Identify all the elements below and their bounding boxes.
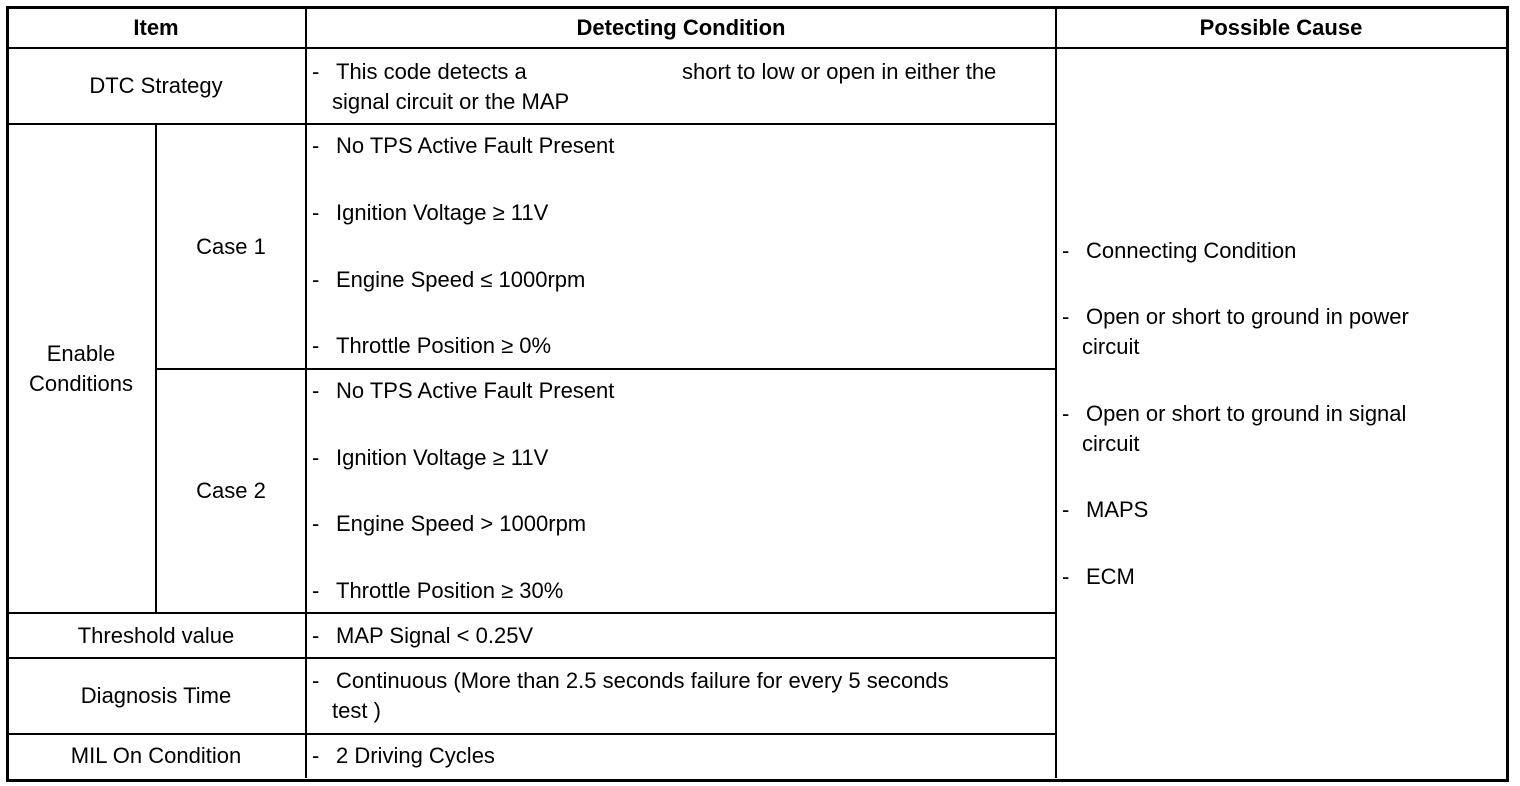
dtc-strategy-line1b: short to low or open in either the bbox=[682, 59, 997, 84]
case2-item bbox=[312, 576, 563, 606]
cause-item-text: Connecting Condition bbox=[1086, 238, 1297, 263]
cause-item-text: Open or short to ground in power bbox=[1086, 304, 1409, 329]
bullet-dash: - bbox=[312, 668, 320, 693]
case1-item bbox=[312, 131, 614, 161]
bullet-dash: - bbox=[312, 200, 320, 225]
bullet-dash: - bbox=[312, 267, 320, 292]
mil-condition-value bbox=[312, 741, 495, 771]
threshold-label: Threshold value bbox=[77, 622, 235, 648]
diagnosis-line2: test ) bbox=[332, 698, 381, 723]
case2-item-text: Throttle Position ≥ 30% bbox=[336, 578, 564, 603]
bullet-dash: - bbox=[312, 133, 320, 158]
cause-item-cont: circuit bbox=[1082, 431, 1140, 456]
bullet-dash: - bbox=[1062, 304, 1070, 329]
cause-item bbox=[1062, 302, 1409, 332]
bullet-dash: - bbox=[1062, 238, 1070, 263]
bullet-dash: - bbox=[312, 378, 320, 403]
enable-conditions-label bbox=[7, 125, 155, 612]
case2-label: Case 2 bbox=[196, 478, 266, 503]
bullet-dash: - bbox=[1062, 401, 1070, 426]
case1-item bbox=[312, 331, 551, 361]
cause-item bbox=[1062, 562, 1135, 592]
diagnosis-line1-text: Continuous (More than 2.5 seconds failure for every 5 seconds bbox=[336, 668, 949, 693]
case2-item bbox=[312, 376, 614, 406]
cause-item-text: MAPS bbox=[1086, 497, 1149, 522]
bullet-dash: - bbox=[312, 743, 320, 768]
enable-label-line2: Conditions bbox=[29, 370, 133, 396]
bullet-dash: - bbox=[1062, 497, 1070, 522]
case1-item bbox=[312, 265, 585, 295]
dtc-strategy-line2: signal circuit or the MAP bbox=[332, 89, 570, 114]
bullet-dash: - bbox=[312, 623, 320, 648]
bullet-dash: - bbox=[312, 511, 320, 536]
case1-item-text: Throttle Position ≥ 0% bbox=[336, 333, 552, 358]
mil-condition-label: MIL On Condition bbox=[70, 743, 242, 768]
threshold-value bbox=[312, 621, 533, 651]
case2-item-text: Ignition Voltage ≥ 11V bbox=[336, 445, 549, 470]
case2-item bbox=[312, 443, 548, 473]
case1-item-text: Engine Speed ≤ 1000rpm bbox=[336, 267, 586, 292]
cause-item bbox=[1062, 399, 1406, 429]
cause-item bbox=[1062, 236, 1296, 266]
bullet-dash: - bbox=[312, 578, 320, 603]
diagnosis-line1 bbox=[312, 666, 949, 696]
mil-condition-text: 2 Driving Cycles bbox=[336, 743, 495, 768]
case2-item-text: No TPS Active Fault Present bbox=[336, 378, 615, 403]
case2-item-text: Engine Speed > 1000rpm bbox=[336, 511, 587, 536]
header-item: Item bbox=[133, 15, 179, 40]
cause-item-cont: circuit bbox=[1082, 334, 1140, 359]
header-possible-cause: Possible Cause bbox=[1199, 15, 1363, 40]
cause-item-text: Open or short to ground in signal bbox=[1086, 401, 1407, 426]
dtc-strategy-label: DTC Strategy bbox=[89, 73, 223, 98]
case1-item-text: No TPS Active Fault Present bbox=[336, 133, 615, 158]
threshold-value-text: MAP Signal < 0.25V bbox=[336, 623, 534, 648]
dtc-strategy-text-a: This code detects a bbox=[336, 59, 527, 84]
cause-item-text: ECM bbox=[1086, 564, 1135, 589]
enable-label-line1: Enable bbox=[46, 340, 116, 366]
diagnosis-time-label: Diagnosis Time bbox=[80, 683, 232, 708]
bullet-dash: - bbox=[1062, 564, 1070, 589]
bullet-dash: - bbox=[312, 59, 320, 84]
case2-item bbox=[312, 509, 586, 539]
case1-item bbox=[312, 198, 548, 228]
dtc-strategy-line1 bbox=[312, 57, 527, 87]
bullet-dash: - bbox=[312, 445, 320, 470]
bullet-dash: - bbox=[312, 333, 320, 358]
case1-label: Case 1 bbox=[196, 233, 266, 259]
cause-item bbox=[1062, 495, 1148, 525]
header-detecting-condition: Detecting Condition bbox=[576, 15, 786, 40]
case1-item-text: Ignition Voltage ≥ 11V bbox=[336, 200, 549, 225]
